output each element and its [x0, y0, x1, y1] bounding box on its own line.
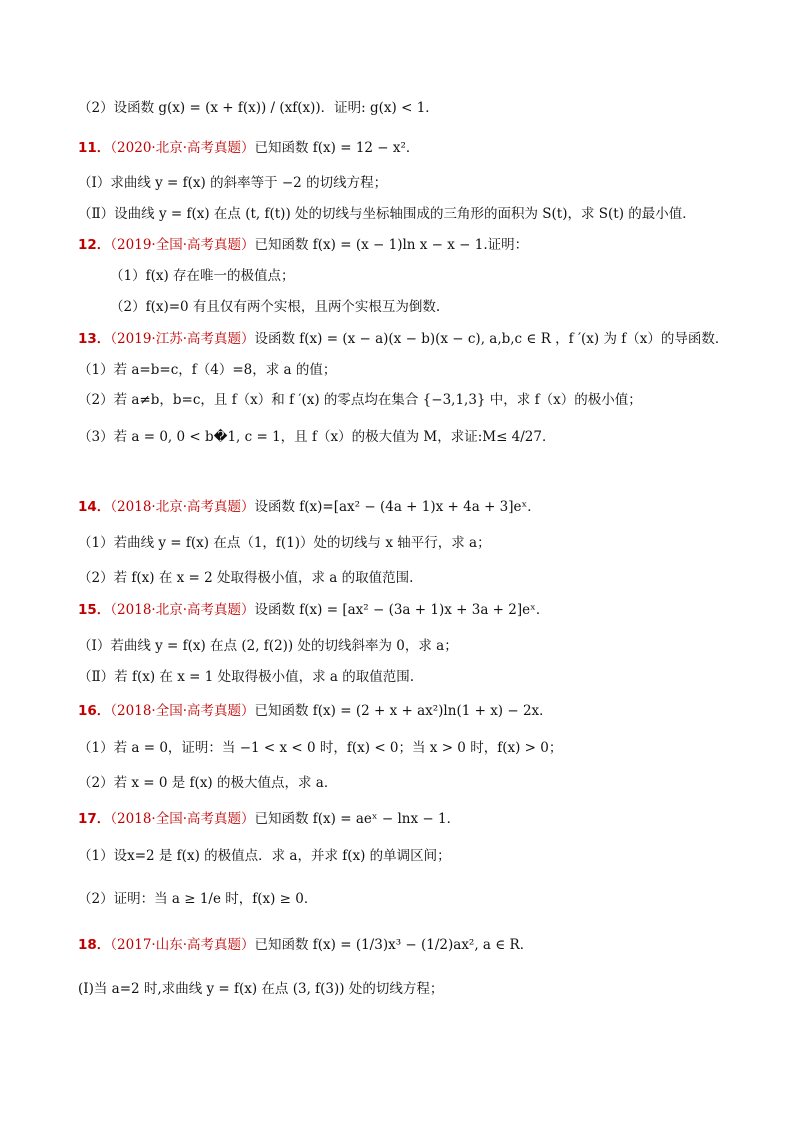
problem-source: （2018·北京·高考真题）: [110, 499, 255, 515]
problem-number: 17．: [78, 811, 111, 827]
problem-text: （1）若曲线 y = f(x) 在点（1，f(1)）处的切线与 x 轴平行，求 a；: [78, 535, 491, 551]
problem-text: （2）若 f(x) 在 x = 2 处取得极小值，求 a 的取值范围.: [78, 570, 414, 586]
problem-heading: [78, 701, 553, 721]
problem-line: [78, 173, 387, 193]
problem-text: （Ⅰ）若曲线 y = f(x) 在点 (2, f(2)) 处的切线斜率为 0，求 a；: [78, 638, 458, 654]
problem-number: 13．: [78, 331, 111, 347]
problem-line: [78, 360, 336, 380]
problem-number: 16．: [78, 703, 111, 719]
problem-line: [78, 889, 317, 909]
problem-number: 14．: [78, 499, 111, 515]
problem-number: 11．: [78, 140, 111, 156]
problem-text: 设函数 f(x) = (x − a)(x − b)(x − c), a,b,c ∈ R ，f ′(x) 为 f（x）的导函数．: [254, 331, 729, 347]
problem-source: （2017·山东·高考真题）: [110, 937, 255, 953]
problem-text: 已知函数 f(x) = 12 − x²．: [254, 140, 420, 156]
problem-source: （2020·北京·高考真题）: [110, 140, 255, 156]
problem-line: [78, 204, 696, 224]
problem-text: （2）设函数 g(x) = (x + f(x)) / (xf(x))．证明: g(x) < 1．: [78, 100, 439, 116]
problem-number: 18．: [78, 937, 111, 953]
problem-text: （1）f(x) 存在唯一的极值点；: [110, 268, 295, 284]
problem-heading: [78, 600, 549, 620]
problem-heading: [78, 329, 728, 349]
problem-text: （2）若 a≠b，b=c，且 f（x）和 f ′(x) 的零点均在集合 {−3,1,3} 中，求 f（x）的极小值；: [78, 392, 642, 408]
problem-text: （Ⅱ）设曲线 y = f(x) 在点 (t, f(t)) 处的切线与坐标轴围成的三角形的面积为 S(t)，求 S(t) 的最小值．: [78, 206, 696, 222]
problem-text: 已知函数 f(x) = (2 + x + ax²)ln(1 + x) − 2x．: [254, 703, 553, 719]
problem-text: 已知函数 f(x) = (x − 1)ln x − x − 1.证明：: [254, 237, 529, 253]
problem-text: （1）若 a = 0，证明：当 −1 < x < 0 时，f(x) < 0；当 x > 0 时，f(x) > 0；: [78, 740, 563, 756]
problem-line: [78, 427, 555, 447]
problem-number: 15．: [78, 602, 111, 618]
problem-line: [78, 846, 451, 866]
problem-heading: [78, 497, 541, 517]
problem-line: [78, 568, 413, 588]
problem-text: （Ⅱ）若 f(x) 在 x = 1 处取得极小值，求 a 的取值范围.: [78, 669, 415, 685]
problem-text: （2）f(x)=0 有且仅有两个实根，且两个实根互为倒数.: [110, 299, 441, 315]
problem-text: 设函数 f(x)=[ax² − (4a + 1)x + 4a + 3]eˣ．: [254, 499, 541, 515]
problem-text: 已知函数 f(x) = (1/3)x³ − (1/2)ax², a ∈ R．: [254, 937, 534, 953]
problem-heading: [78, 809, 460, 829]
problem-line: [110, 297, 440, 317]
problem-line: [78, 738, 562, 758]
problem-text: （2）若 x = 0 是 f(x) 的极大值点，求 a．: [78, 775, 338, 791]
problem-line: [78, 667, 414, 687]
problem-line: [78, 533, 491, 553]
problem-line: [78, 390, 642, 410]
problem-heading: [78, 235, 528, 255]
problem-source: （2019·江苏·高考真题）: [110, 331, 255, 347]
problem-text: （1）设x=2 是 f(x) 的极值点．求 a，并求 f(x) 的单调区间；: [78, 848, 451, 864]
problem-line: [78, 636, 458, 656]
problem-text: （2）证明：当 a ≥ 1/e 时，f(x) ≥ 0．: [78, 891, 318, 907]
problem-text: 设函数 f(x) = [ax² − (3a + 1)x + 3a + 2]eˣ．: [254, 602, 550, 618]
problem-text: （1）若 a=b=c，f（4）=8，求 a 的值；: [78, 362, 337, 378]
problem-number: 12．: [78, 237, 111, 253]
problem-source: （2018·全国·高考真题）: [110, 703, 255, 719]
problem-line: [78, 979, 443, 999]
problem-text: （3）若 a = 0, 0 < b�1, c = 1，且 f（x）的极大值为 M，求证:M≤ 4/27．: [78, 429, 556, 445]
problem-text: (Ⅰ)当 a=2 时,求曲线 y = f(x) 在点 (3, f(3)) 处的切线方程；: [78, 981, 444, 997]
problem-source: （2018·全国·高考真题）: [110, 811, 255, 827]
problem-line: [110, 266, 295, 286]
problem-line: [78, 98, 439, 118]
problem-line: [78, 773, 337, 793]
problem-text: 已知函数 f(x) = aeˣ − lnx − 1．: [254, 811, 461, 827]
problem-source: （2018·北京·高考真题）: [110, 602, 255, 618]
problem-source: （2019·全国·高考真题）: [110, 237, 255, 253]
problem-heading: [78, 935, 533, 955]
problem-heading: [78, 138, 419, 158]
problem-text: （Ⅰ）求曲线 y = f(x) 的斜率等于 −2 的切线方程；: [78, 175, 388, 191]
